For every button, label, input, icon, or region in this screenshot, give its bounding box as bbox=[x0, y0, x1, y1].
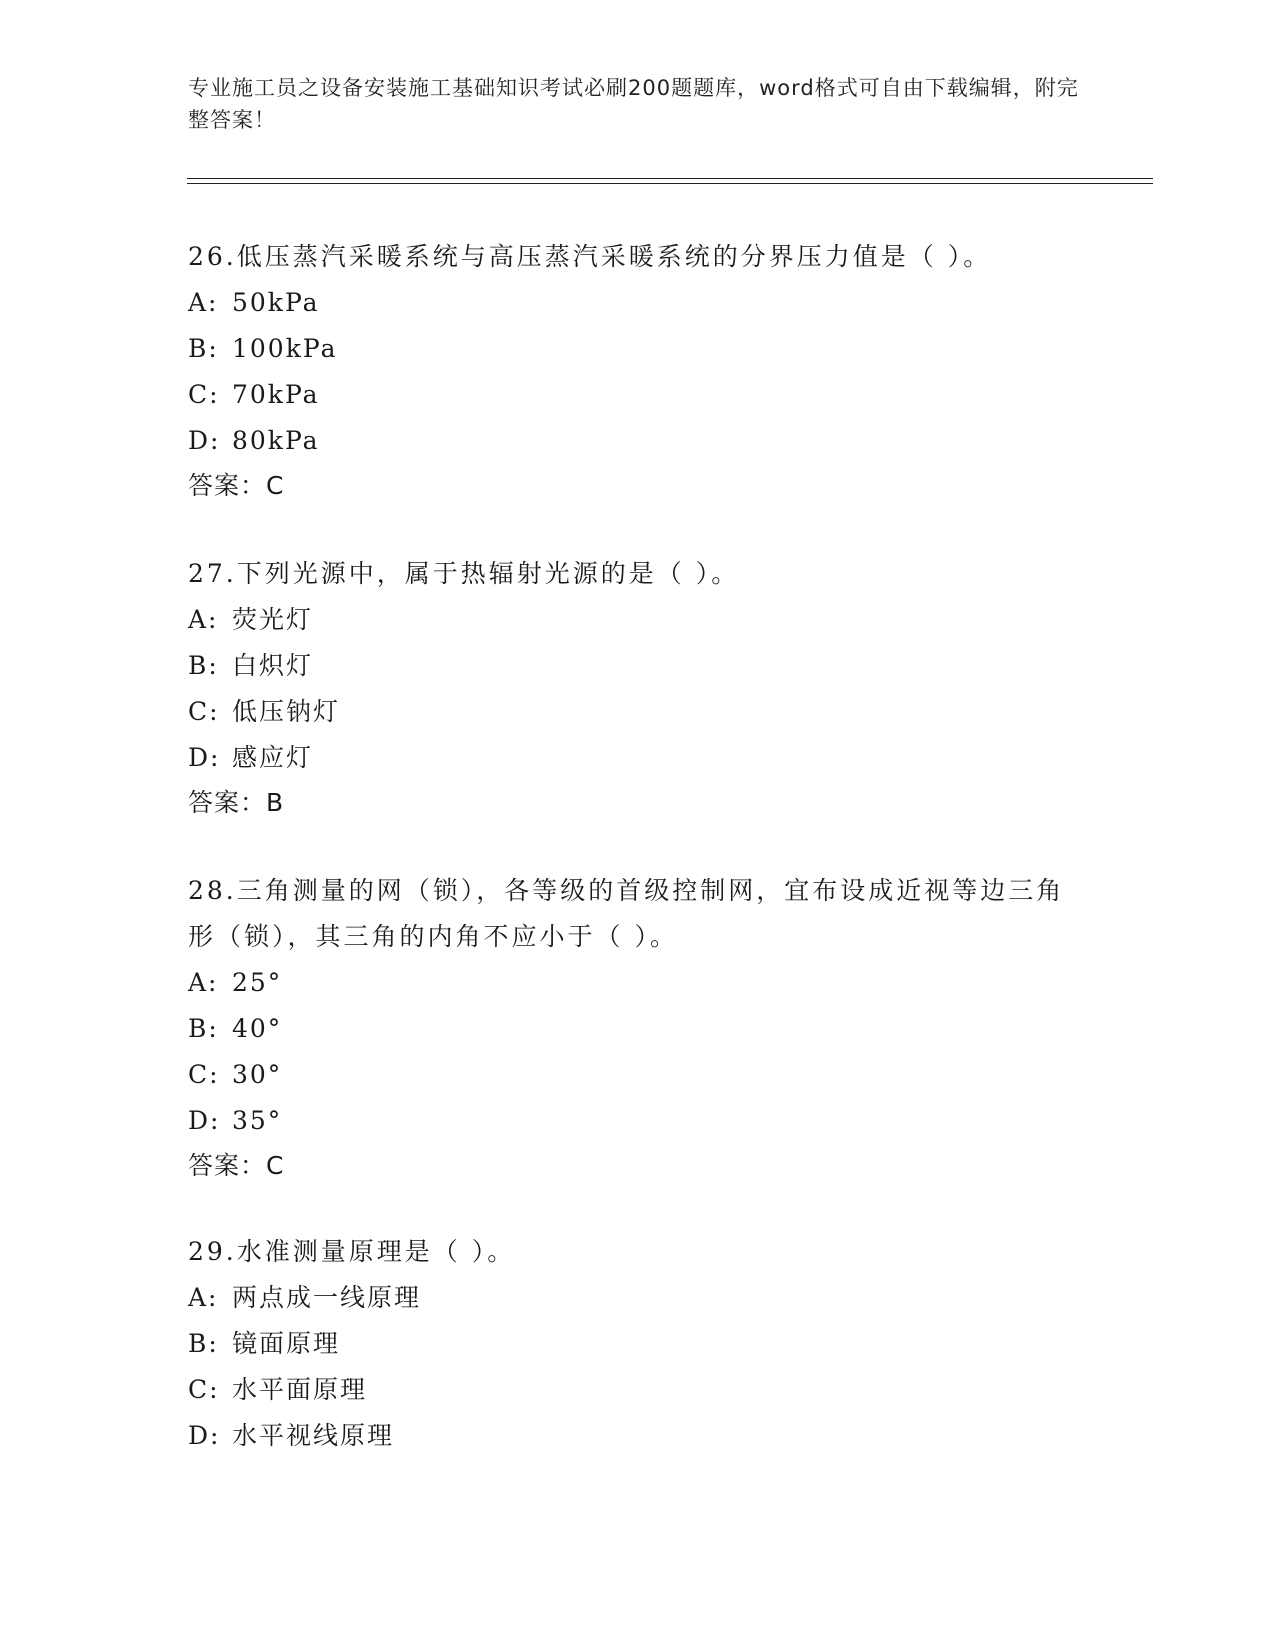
option-a bbox=[188, 280, 1088, 326]
option-text: 白炽灯 bbox=[232, 651, 314, 680]
option-letter: C: bbox=[188, 380, 220, 409]
option-text: 荧光灯 bbox=[232, 605, 314, 634]
option-d bbox=[188, 418, 1088, 464]
option-c bbox=[188, 1367, 1088, 1413]
question-28 bbox=[188, 868, 1088, 1188]
option-text: 水平视线原理 bbox=[232, 1421, 395, 1450]
option-letter: B: bbox=[188, 651, 219, 680]
question-stem: 26.低压蒸汽采暖系统与高压蒸汽采暖系统的分界压力值是（ ）。 bbox=[188, 242, 992, 271]
option-text: 40° bbox=[232, 1014, 283, 1043]
option-letter: D: bbox=[188, 1106, 221, 1135]
option-a bbox=[188, 960, 1088, 1006]
option-text: 两点成一线原理 bbox=[232, 1283, 422, 1312]
header-divider-bottom bbox=[187, 183, 1153, 184]
option-d bbox=[188, 1098, 1088, 1144]
option-text: 35° bbox=[232, 1106, 283, 1135]
option-text: 30° bbox=[232, 1060, 283, 1089]
option-letter: A: bbox=[188, 288, 219, 317]
option-text: 50kPa bbox=[232, 288, 320, 317]
option-letter: C: bbox=[188, 1060, 220, 1089]
option-b bbox=[188, 643, 1088, 689]
option-text: 感应灯 bbox=[232, 743, 314, 772]
option-d bbox=[188, 735, 1088, 781]
option-b bbox=[188, 1321, 1088, 1367]
option-letter: A: bbox=[188, 1283, 219, 1312]
question-29 bbox=[188, 1229, 1088, 1459]
option-text: 100kPa bbox=[232, 334, 338, 363]
answer-label: 答案：B bbox=[188, 788, 285, 817]
option-letter: A: bbox=[188, 968, 219, 997]
option-d bbox=[188, 1413, 1088, 1459]
option-a bbox=[188, 1275, 1088, 1321]
question-27 bbox=[188, 551, 1088, 825]
option-text: 70kPa bbox=[232, 380, 320, 409]
option-letter: C: bbox=[188, 697, 220, 726]
option-text: 低压钠灯 bbox=[232, 697, 341, 726]
option-text: 水平面原理 bbox=[232, 1375, 368, 1404]
question-26 bbox=[188, 234, 1088, 508]
option-c bbox=[188, 689, 1088, 735]
answer-label: 答案：C bbox=[188, 471, 285, 500]
option-text: 镜面原理 bbox=[232, 1329, 341, 1358]
option-b bbox=[188, 326, 1088, 372]
question-stem: 27.下列光源中，属于热辐射光源的是（ ）。 bbox=[188, 559, 740, 588]
option-b bbox=[188, 1006, 1088, 1052]
option-c bbox=[188, 372, 1088, 418]
option-text: 80kPa bbox=[232, 426, 320, 455]
option-letter: D: bbox=[188, 1421, 221, 1450]
document-header bbox=[188, 72, 1088, 136]
option-letter: D: bbox=[188, 426, 221, 455]
option-letter: D: bbox=[188, 743, 221, 772]
option-c bbox=[188, 1052, 1088, 1098]
option-letter: A: bbox=[188, 605, 219, 634]
option-letter: B: bbox=[188, 334, 219, 363]
option-a bbox=[188, 597, 1088, 643]
header-title: 专业施工员之设备安装施工基础知识考试必刷200题题库，word格式可自由下载编辑，附完整答案！ bbox=[188, 76, 1079, 132]
option-letter: C: bbox=[188, 1375, 220, 1404]
header-divider-top bbox=[187, 178, 1153, 179]
answer-label: 答案：C bbox=[188, 1151, 285, 1180]
option-text: 25° bbox=[232, 968, 283, 997]
question-stem: 28.三角测量的网（锁），各等级的首级控制网，宜布设成近视等边三角形（锁），其三角的内角不应小于（ ）。 bbox=[188, 876, 1065, 951]
question-stem: 29.水准测量原理是（ ）。 bbox=[188, 1237, 516, 1266]
option-letter: B: bbox=[188, 1329, 219, 1358]
option-letter: B: bbox=[188, 1014, 219, 1043]
